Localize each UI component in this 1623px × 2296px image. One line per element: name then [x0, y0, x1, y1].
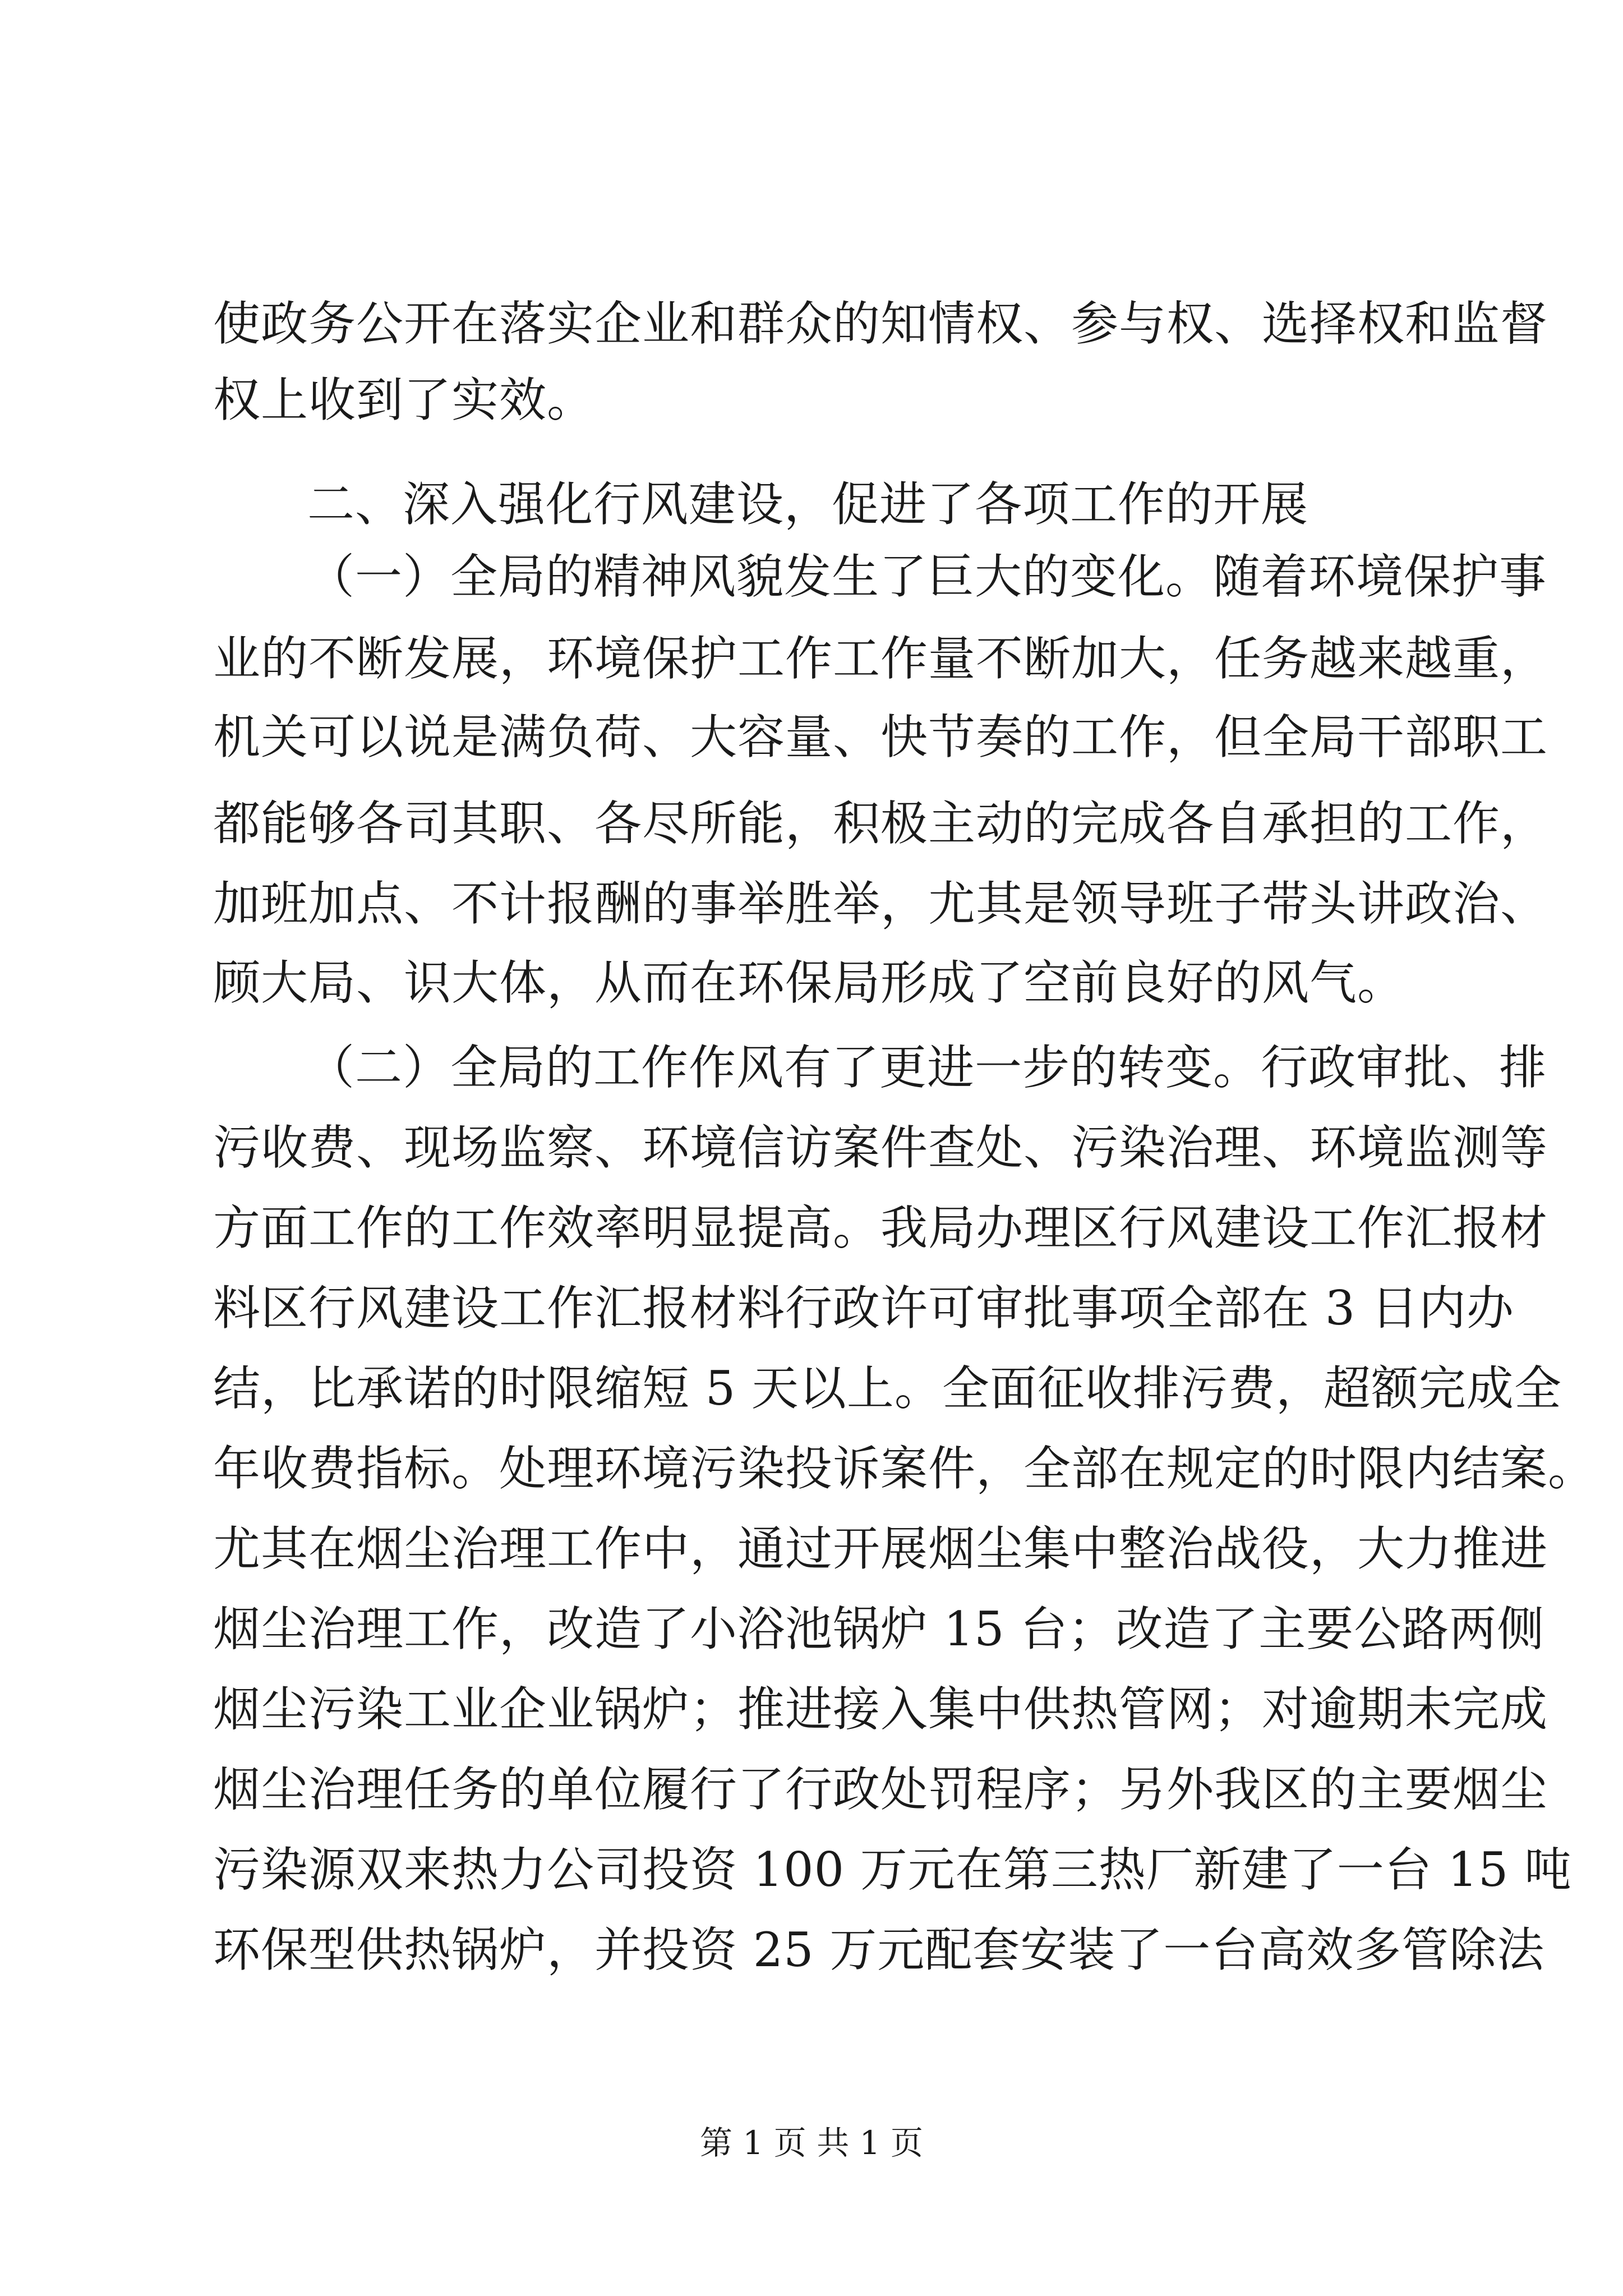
- paragraph-line: 都能够各司其职、各尽所能，积极主动的完成各自承担的工作，: [213, 796, 1548, 851]
- page-number-footer: 第 1 页 共 1 页: [700, 2124, 923, 2162]
- paragraph-line: 业的不断发展，环境保护工作工作量不断加大，任务越来越重，: [213, 631, 1548, 686]
- paragraph-line: 污收费、现场监察、环境信访案件查处、污染治理、环境监测等: [213, 1120, 1548, 1175]
- paragraph-line: 结，比承诺的时限缩短 5 天以上。全面征收排污费，超额完成全: [213, 1361, 1562, 1416]
- paragraph-line: 年收费指标。处理环境污染投诉案件，全部在规定的时限内结案。: [213, 1441, 1596, 1496]
- paragraph-line: 加班加点、不计报酬的事举胜举，尤其是领导班子带头讲政治、: [213, 876, 1548, 931]
- paragraph-line: 料区行风建设工作汇报材料行政许可审批事项全部在 3 日内办: [213, 1281, 1514, 1336]
- paragraph-line: 顾大局、识大体，从而在环保局形成了空前良好的风气。: [213, 955, 1405, 1010]
- paragraph-line: （一）全局的精神风貌发生了巨大的变化。随着环境保护事: [307, 549, 1547, 604]
- paragraph-line: 烟尘治理任务的单位履行了行政处罚程序；另外我区的主要烟尘: [213, 1762, 1548, 1817]
- paragraph-line: 环保型供热锅炉，并投资 25 万元配套安装了一台高效多管除法: [213, 1922, 1545, 1977]
- paragraph-line: 烟尘污染工业企业锅炉；推进接入集中供热管网；对逾期未完成: [213, 1682, 1548, 1737]
- paragraph-line: 使政务公开在落实企业和群众的知情权、参与权、选择权和监督: [213, 296, 1548, 351]
- paragraph-line: 烟尘治理工作，改造了小浴池锅炉 15 台；改造了主要公路两侧: [213, 1602, 1545, 1657]
- paragraph-line: 方面工作的工作效率明显提高。我局办理区行风建设工作汇报材: [213, 1200, 1548, 1255]
- paragraph-line: 机关可以说是满负荷、大容量、快节奏的工作，但全局干部职工: [213, 710, 1548, 765]
- paragraph-line: 尤其在烟尘治理工作中，通过开展烟尘集中整治战役，大力推进: [213, 1521, 1548, 1576]
- paragraph-line: （二）全局的工作作风有了更进一步的转变。行政审批、排: [307, 1040, 1547, 1095]
- section-heading: 二、深入强化行风建设，促进了各项工作的开展: [307, 477, 1309, 532]
- paragraph-line: 权上收到了实效。: [213, 372, 595, 427]
- paragraph-line: 污染源双来热力公司投资 100 万元在第三热厂新建了一台 15 吨: [213, 1842, 1573, 1897]
